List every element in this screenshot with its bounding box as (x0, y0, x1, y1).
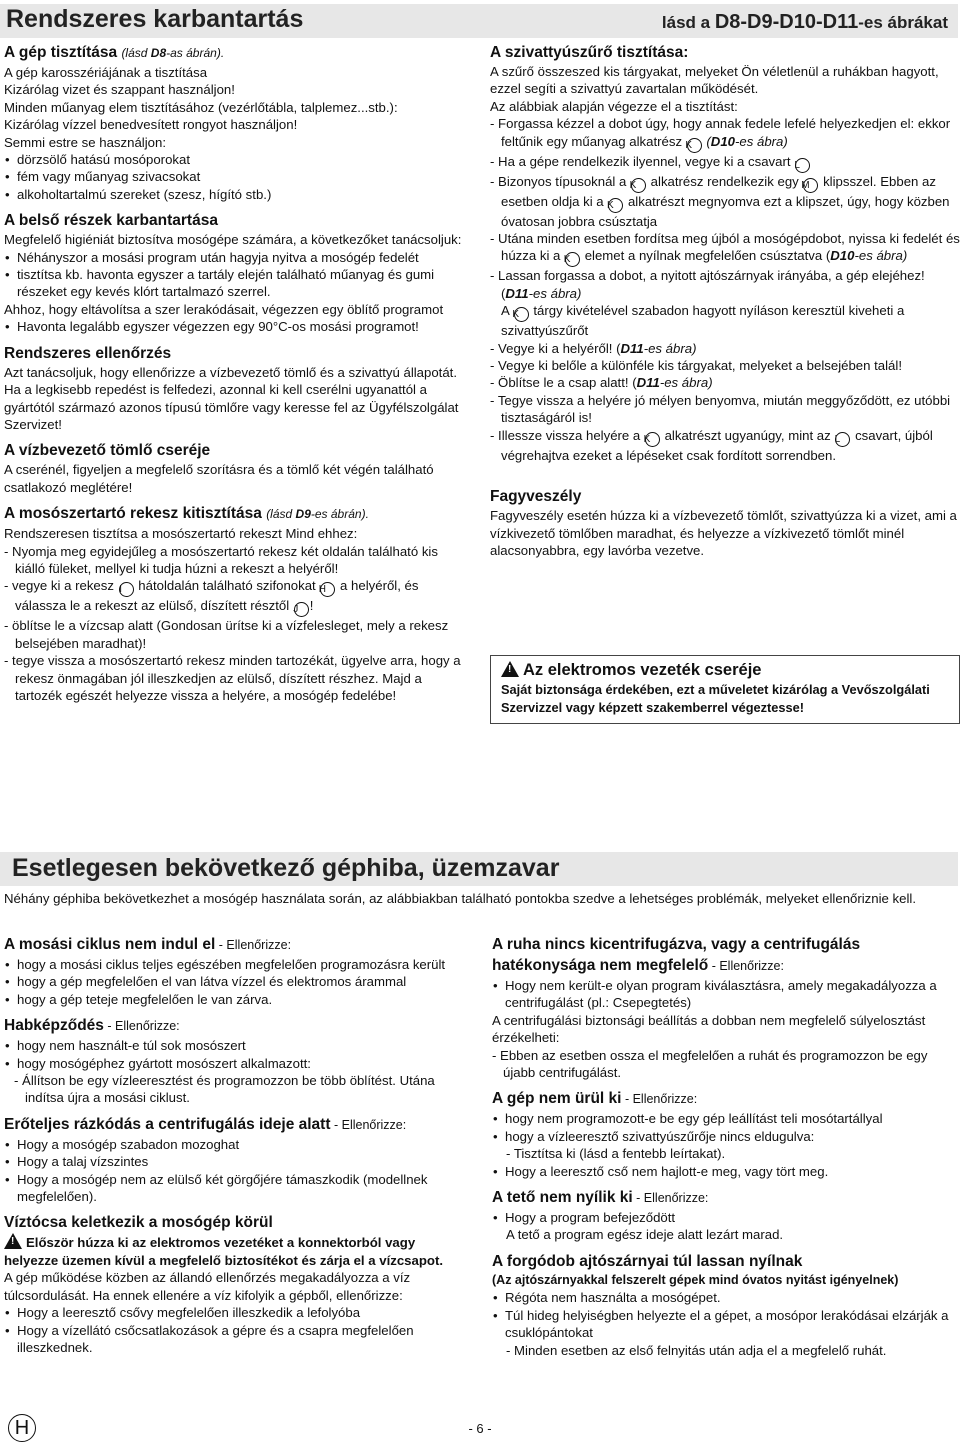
bullet-list (4, 151, 470, 203)
page-title: Rendszeres karbantartás (6, 5, 304, 33)
heading-cycle-not-start: A mosási ciklus nem indul el - Ellenőrizze: (4, 936, 292, 953)
bullet-list (4, 1304, 470, 1356)
bullet-list (4, 1136, 470, 1206)
troubleshooting-right-column (492, 934, 958, 1359)
text-paragraph: Azt tanácsoljuk, hogy ellenőrizze a vízbevezető tömlő és a szivattyú állapotát. Ha a legkisebb repedést is felfedezi, azonnal ki kell cserélni ugyanattól a gyártótól származó azonos típusú tömlőre vagy keresse fel az Ügyfélszolgálat Szervizet! (4, 364, 459, 432)
bullet-list (4, 956, 470, 1008)
list-item: • Régóta nem használta a mosógépet. (492, 1289, 958, 1306)
text-line: A tető a program egész ideje alatt lezárt marad. (506, 1227, 784, 1243)
list-item: • hogy nem programozott-e be egy gép leállítást teli mosótartállyal (492, 1110, 958, 1127)
dash-item: - Ha a gépe rendelkezik ilyennel, vegye ki a csavart L (490, 153, 960, 173)
text-paragraph: A cserénél, figyeljen a megfelelő szorításra és a tömlő két végén található csatlakozó meglétére! (4, 462, 434, 495)
part-k-icon: K (687, 138, 702, 153)
heading-machine-cleaning: A gép tisztítása (lásd D8-as ábrán). (4, 44, 225, 61)
dash-item: - Öblítse le a csap alatt! (D11-es ábra) (490, 375, 713, 391)
text-line: Az alábbiak alapján végezze el a tisztítást: (490, 98, 738, 114)
list-item: • Havonta legalább egyszer végezzen egy 90°C-os mosási programot! (4, 318, 470, 335)
list-item: • Hogy a mosógép szabadon mozoghat (4, 1136, 470, 1153)
list-item: • hogy a gép teteje megfelelően le van zárva. (4, 991, 470, 1008)
text-paragraph: Rendszeresen tisztítsa a mosószertartó rekeszt Mind ehhez: (4, 526, 358, 542)
dash-item: - öblítse le a vízcsap alatt (Gondosan ürítse ki a vízfelesleget, mely a rekesz belsejében maradhat)! (4, 618, 449, 651)
dash-item: - Vegye ki a helyéről! (D11-es ábra) (490, 340, 697, 356)
text-paragraph: Ahhoz, hogy eltávolítsa a szer lerakódásait, végezzen egy öblítő programot (4, 301, 444, 317)
text-line: Semmi estre se használjon: (4, 134, 166, 150)
dash-item: - Illessze vissza helyére a K alkatrészt ugyanúgy, mint az L csavart, újból végrehajtva ezeket a lépéseket csak fordított sorrendben. (490, 427, 933, 463)
dash-item: - Vegye ki belőle a különféle kis tárgyakat, melyeket a belsejében talál! (490, 358, 902, 374)
list-item: • hogy a mosási ciklus teljes egészében megfelelően programozásra került (4, 956, 470, 973)
heading-detergent-drawer: A mosószertartó rekesz kitisztítása (lásd D9-es ábrán). (4, 505, 369, 523)
part-k-icon: K (608, 198, 623, 213)
bullet-list (4, 249, 470, 301)
list-item: • alkoholtartalmú szereket (szesz, hígító stb.) (4, 186, 470, 203)
warning-text: ! Először húzza ki az elektromos vezetéket a konnektorból vagy helyezze üzemen kívül a megfelelő biztosítékot és zárja el a vízcsapot. (4, 1235, 444, 1268)
bullet-list (492, 1163, 958, 1180)
warning-box (490, 655, 960, 724)
heading-frost-danger: Fagyveszély (490, 488, 582, 506)
heading-water-puddle: Víztócsa keletkezik a mosógép körül (4, 1214, 273, 1232)
list-item: • Hogy a leeresztő csővy megfelelően illeszkedik a lefolyóba (4, 1304, 470, 1321)
text-paragraph: A centrifugálási biztonsági beállítás a dobban nem megfelelő súlyelosztást érzékelheti: (492, 1012, 926, 1046)
heading-regular-check: Rendszeres ellenőrzés (4, 344, 172, 362)
list-item: • hogy a vízleeresztő szivattyúszűrője nincs eldugulva: (492, 1128, 958, 1145)
text-paragraph: A gép működése közben az állandó ellenőrzés megakadályozza a víz túlcsordulását. Ha ennek ellenére a víz kifolyik a gépből, ellenőrizze: (4, 1270, 411, 1303)
bullet-list (492, 1289, 958, 1341)
section-title: Esetlegesen bekövetkező géphiba, üzemzavar (12, 854, 560, 882)
list-item: • tisztítsa kb. havonta egyszer a tartály elején található műanyag és gumi részeket egy kevés klórt tartalmazó szerrel. (4, 266, 470, 301)
part-k-icon: K (565, 252, 580, 267)
list-item: • hogy a gép megfelelően el van látva vízzel és elektromos árammal (4, 973, 470, 990)
bullet-list (492, 977, 958, 1012)
text-line: Kizárólag vízzel benedvesített rongyot használjon! (4, 117, 298, 133)
dash-item: - Lassan forgassa a dobot, a nyitott ajtószárnyak irányába, a gép elejéhez! (D11-es ábra) A K tárgy kivételével szabadon hagyott nyíláson keresztül kiveheti a szivattyúszűrőt (490, 268, 925, 339)
bullet-list (492, 1209, 958, 1226)
part-k-icon: K (514, 307, 529, 322)
list-item: • hogy nem használt-e túl sok mosószert (4, 1037, 470, 1054)
list-item: • Hogy a talaj vízszintes (4, 1153, 470, 1170)
heading-no-drain: A gép nem ürül ki - Ellenőrizze: (492, 1090, 698, 1108)
bullet-list (492, 1110, 958, 1145)
heading-foaming: Habképződés - Ellenőrizze: (4, 1017, 180, 1035)
heading-spin-problem: A ruha nincs kicentrifugázva, vagy a centrifugálás hatékonysága nem megfelelő - Ellenőrizze: (492, 936, 861, 974)
dash-item: - Állítson be egy vízleeresztést és programozzon be több öblítést. Utána indítsa újra a mosási ciklust. (14, 1073, 435, 1106)
page-number: - 6 - (468, 1421, 492, 1436)
list-item: • Hogy nem került-e olyan program kiválasztásra, amely megakadályozza a centrifugálást (pl.: Csepegtetés) (492, 977, 958, 1012)
part-l-icon: L (835, 432, 850, 447)
part-i-icon: I (119, 582, 134, 597)
right-column (490, 42, 960, 724)
part-j-icon: J (294, 602, 309, 617)
figure-reference: lásd a D8-D9-D10-D11-es ábrákat (661, 11, 948, 33)
dash-item: - Minden esetben az első felnyitás után adja el a megfelelő ruhát. (506, 1342, 887, 1358)
text-paragraph: A szűrő összeszed kis tárgyakat, melyeket Ön véletlenül a ruhákban hagyott, ezzel segíti a szivattyú zavartalan működését. (490, 64, 939, 97)
heading-pump-filter: A szivattyúszűrő tisztítása: (490, 44, 689, 61)
text-line: Minden műanyag elem tisztításához (vezérlőtábla, talplemez...stb.): (4, 99, 398, 115)
part-l-icon: L (795, 158, 810, 173)
part-h-icon: H (320, 582, 335, 597)
dash-item: - vegye ki a rekesz I hátoldalán található szifonokat H a helyéről, és válassza le a rekeszt az elülső, díszített résztől J ! (4, 578, 419, 616)
heading-drum-doors: A forgódob ajtószárnyai túl lassan nyílnak (492, 1252, 803, 1270)
troubleshooting-left-column (4, 934, 470, 1356)
list-item: • Hogy a leeresztő cső nem hajlott-e meg, vagy tört meg. (492, 1163, 958, 1180)
list-item: • Hogy a vízellátó csőcsatlakozások a gépre és a csapra megfelelően illeszkednek. (4, 1322, 470, 1357)
dash-item: - Nyomja meg egyidejűleg a mosószertartó rekesz két oldalán található kis kiálló füleket, mellyel ki tudja húzni a rekeszt a helyéről! (4, 543, 438, 576)
text-line: Kizárólag vizet és szappant használjon! (4, 82, 235, 98)
warning-text: Saját biztonsága érdekében, ezt a műveletet kizárólag a Vevőszolgálati Szervizzel vagy képzett szakemberrel végeztesse! (501, 682, 930, 716)
language-badge: H (8, 1414, 36, 1442)
part-m-icon: M (803, 178, 818, 193)
dash-item: - Bizonyos típusoknál a K alkatrész rendelkezik egy M klipsszel. Ebben az esetben oldja ki a K alkatrészt megnyomva ezt a klipszet, úgy, hogy közben óvatosan jobbra csúsztatja (490, 173, 950, 229)
heading-lid-not-open: A tető nem nyílik ki - Ellenőrizze: (492, 1189, 709, 1207)
part-k-icon: K (645, 432, 660, 447)
text-line: A gép karosszériájának a tisztítása (4, 65, 208, 80)
dash-item: - Tegye vissza a helyére jó mélyen benyomva, miután meggyőződött, ez utóbbi tisztaságáról is! (490, 392, 951, 426)
dash-item: - Ebben az esetben ossza el megfelelően a ruhát és programozzon be egy újabb centrifugálást. (492, 1047, 928, 1081)
list-item: • fém vagy műanyag szivacsokat (4, 168, 470, 185)
text-paragraph: Fagyveszély esetén húzza ki a vízbevezető tömlőt, szivattyúzza ki a vizet, ami a vízkivezető tömlőben maradhat, és helyezze a vízkivezető tömlőt minél alacsonyabbra, egy lavórba vezetve. (490, 508, 957, 558)
dash-item: - Forgassa kézzel a dobot úgy, hogy annak fedele lefelé helyezkedjen el: ekkor feltűnik egy műanyag alkatrész K (D10-es ábra) (490, 116, 951, 151)
warning-icon: ! (4, 1233, 22, 1249)
left-column (4, 42, 470, 704)
bullet-list (4, 318, 470, 335)
part-k-icon: K (631, 178, 646, 193)
list-item: • Néhányszor a mosási program után hagyja nyitva a mosógép fedelét (4, 249, 470, 266)
text-paragraph: Megfelelő higiéniát biztosítva mosógépe számára, a következőket tanácsoljuk: (4, 232, 462, 248)
bullet-list (4, 1037, 470, 1072)
list-item: • Hogy a mosógép nem az elülső két görgőjére támaszkodik (modellnek megfelelően). (4, 1171, 470, 1206)
warning-heading: ! Az elektromos vezeték cseréje (501, 660, 951, 681)
section-header-bar (0, 852, 958, 886)
list-item: • Túl hideg helyiségben helyezte el a gépet, a mosópor lerakódásai elzárják a csuklópántokat (492, 1307, 958, 1342)
dash-item: - tegye vissza a mosószertartó rekesz minden tartozékát, ügyelve arra, hogy a rekesz önmagában jól illeszkedjen az elülső, díszített részhez. Majd a tartozék egészét helyezze vissza a helyére, a mosógép fedelébe! (4, 653, 461, 703)
warning-icon: ! (501, 661, 519, 677)
dash-item: - Tisztítsa ki (lásd a fentebb leírtakat). (506, 1146, 726, 1162)
heading-vibration: Erőteljes rázkódás a centrifugálás ideje alatt - Ellenőrizze: (4, 1115, 407, 1133)
text-line: (Az ajtószárnyakkal felszerelt gépek mind óvatos nyitást igényelnek) (492, 1272, 899, 1287)
dash-item: - Utána minden esetben fordítsa meg újból a mosógépdobot, nyissa ki fedelét és húzza ki a K elemet a nyílnak megfelelően csúsztatva (D10-es ábra) (490, 231, 960, 266)
heading-inner-maintenance: A belső részek karbantartása (4, 212, 218, 230)
section-header-bar (0, 4, 958, 38)
list-item: • Hogy a program befejeződött (492, 1209, 958, 1226)
heading-hose-replacement: A vízbevezető tömlő cseréje (4, 442, 211, 460)
list-item: • hogy mosógéphez gyártott mosószert alkalmazott: (4, 1055, 470, 1072)
intro-paragraph: Néhány géphiba bekövetkezhet a mosógép használata során, az alábbiakban található pontokba szedve a lehetséges problémák, melyeket ellenőriznie kell. (4, 891, 916, 906)
list-item: • dörzsölő hatású mosóporokat (4, 151, 470, 168)
